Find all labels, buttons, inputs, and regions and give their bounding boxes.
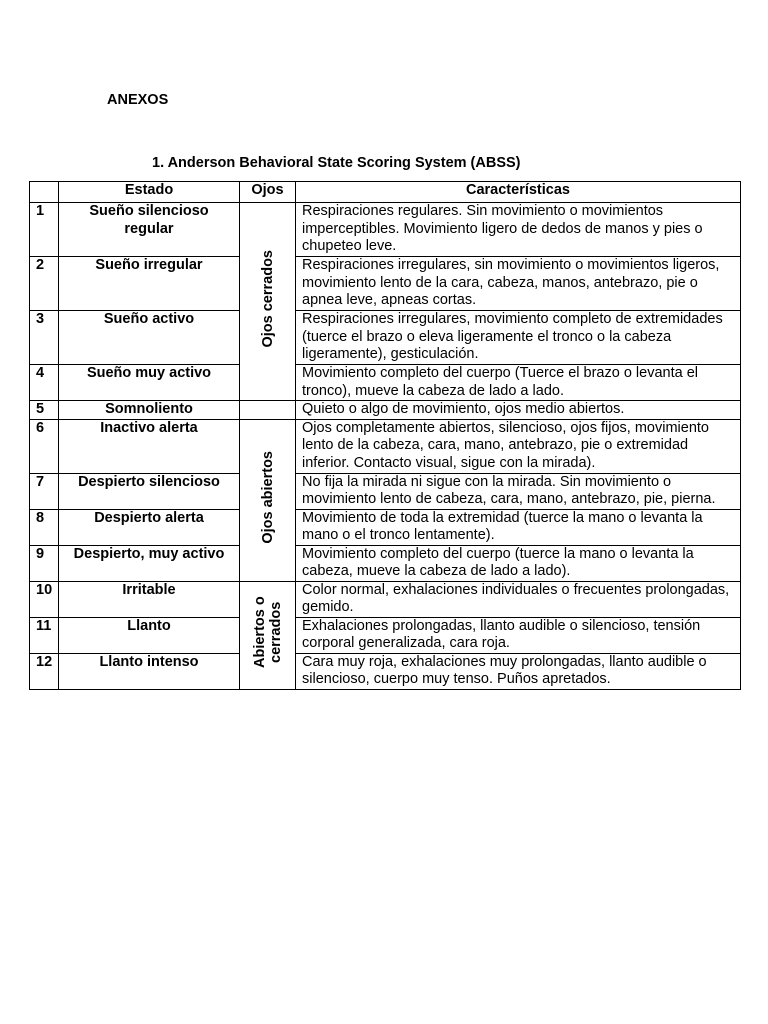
row-number: 9 — [30, 545, 59, 581]
table-row — [30, 473, 741, 509]
row-number: 12 — [30, 653, 59, 689]
row-caracteristicas: Respiraciones irregulares, movimiento completo de extremidades (tuerce el brazo o eleva ligeramente el tronco o la cabeza ligeramente), gesticulación. — [296, 311, 741, 365]
table-row — [30, 257, 741, 311]
eyes-group-label: Ojos abiertos — [259, 450, 276, 544]
column-header-ojos: Ojos — [240, 182, 296, 203]
table-row — [30, 311, 741, 365]
row-caracteristicas: Quieto o algo de movimiento, ojos medio abiertos. — [296, 401, 741, 420]
table-row — [30, 581, 741, 617]
row-caracteristicas: Respiraciones irregulares, sin movimiento o movimientos ligeros, movimiento lento de la cara, cabeza, manos, antebrazo, pie o apnea leve, apneas cortas. — [296, 257, 741, 311]
table-header-row — [30, 182, 741, 203]
page-heading: ANEXOS — [107, 92, 169, 108]
table-title: 1. Anderson Behavioral State Scoring System (ABSS) — [152, 155, 521, 171]
column-header-caracteristicas: Características — [296, 182, 741, 203]
column-header-estado: Estado — [59, 182, 240, 203]
row-caracteristicas: No fija la mirada ni sigue con la mirada. Sin movimiento o movimiento lento de cabeza, cara, mano, antebrazo, pie, pierna. — [296, 473, 741, 509]
row-caracteristicas: Color normal, exhalaciones individuales o frecuentes prolongadas, gemido. — [296, 581, 741, 617]
table-row — [30, 545, 741, 581]
row-number: 2 — [30, 257, 59, 311]
row-caracteristicas: Respiraciones regulares. Sin movimiento o movimientos imperceptibles. Movimiento ligero de dedos de manos y pies o chupeteo leve. — [296, 203, 741, 257]
row-estado: Despierto alerta — [59, 509, 240, 545]
row-estado: Sueño silencioso regular — [59, 203, 240, 257]
row-estado: Llanto intenso — [59, 653, 240, 689]
row-caracteristicas: Exhalaciones prolongadas, llanto audible o silencioso, tensión corporal generalizada, cara roja. — [296, 617, 741, 653]
table-row — [30, 509, 741, 545]
table-row — [30, 401, 741, 420]
row-caracteristicas: Movimiento de toda la extremidad (tuerce la mano o levanta la mano o el tronco lentamente). — [296, 509, 741, 545]
table-row — [30, 203, 741, 257]
row-number: 6 — [30, 419, 59, 473]
row-number: 11 — [30, 617, 59, 653]
eyes-group-label: Abiertos o cerrados — [251, 596, 284, 669]
table-row — [30, 365, 741, 401]
row-number: 3 — [30, 311, 59, 365]
row-estado: Sueño activo — [59, 311, 240, 365]
row-estado: Despierto, muy activo — [59, 545, 240, 581]
table-row — [30, 419, 741, 473]
row-estado: Somnoliento — [59, 401, 240, 420]
row-number: 7 — [30, 473, 59, 509]
row-estado: Despierto silencioso — [59, 473, 240, 509]
row-estado: Inactivo alerta — [59, 419, 240, 473]
row-number: 10 — [30, 581, 59, 617]
row-caracteristicas: Ojos completamente abiertos, silencioso, ojos fijos, movimiento lento de la cabeza, cara, mano, antebrazo, pie o extremidad inferior. Contacto visual, sigue con la mirada). — [296, 419, 741, 473]
abss-table — [29, 181, 741, 690]
row-number: 1 — [30, 203, 59, 257]
eyes-group-either — [240, 581, 296, 689]
row-estado: Sueño muy activo — [59, 365, 240, 401]
row-estado: Irritable — [59, 581, 240, 617]
table-row — [30, 653, 741, 689]
row-caracteristicas: Movimiento completo del cuerpo (tuerce la mano o levanta la cabeza, mueve la cabeza de lado a lado). — [296, 545, 741, 581]
row-caracteristicas: Cara muy roja, exhalaciones muy prolongadas, llanto audible o silencioso, cuerpo muy tenso. Puños apretados. — [296, 653, 741, 689]
row-number: 8 — [30, 509, 59, 545]
eyes-group-closed — [240, 203, 296, 401]
row-caracteristicas: Movimiento completo del cuerpo (Tuerce el brazo o levanta el tronco), mueve la cabeza de lado a lado. — [296, 365, 741, 401]
row-number: 4 — [30, 365, 59, 401]
eyes-empty-cell — [240, 401, 296, 420]
eyes-group-label: Ojos cerrados — [259, 249, 276, 348]
table-row — [30, 617, 741, 653]
row-estado: Llanto — [59, 617, 240, 653]
column-header-num — [30, 182, 59, 203]
eyes-group-open — [240, 419, 296, 581]
row-estado: Sueño irregular — [59, 257, 240, 311]
row-number: 5 — [30, 401, 59, 420]
